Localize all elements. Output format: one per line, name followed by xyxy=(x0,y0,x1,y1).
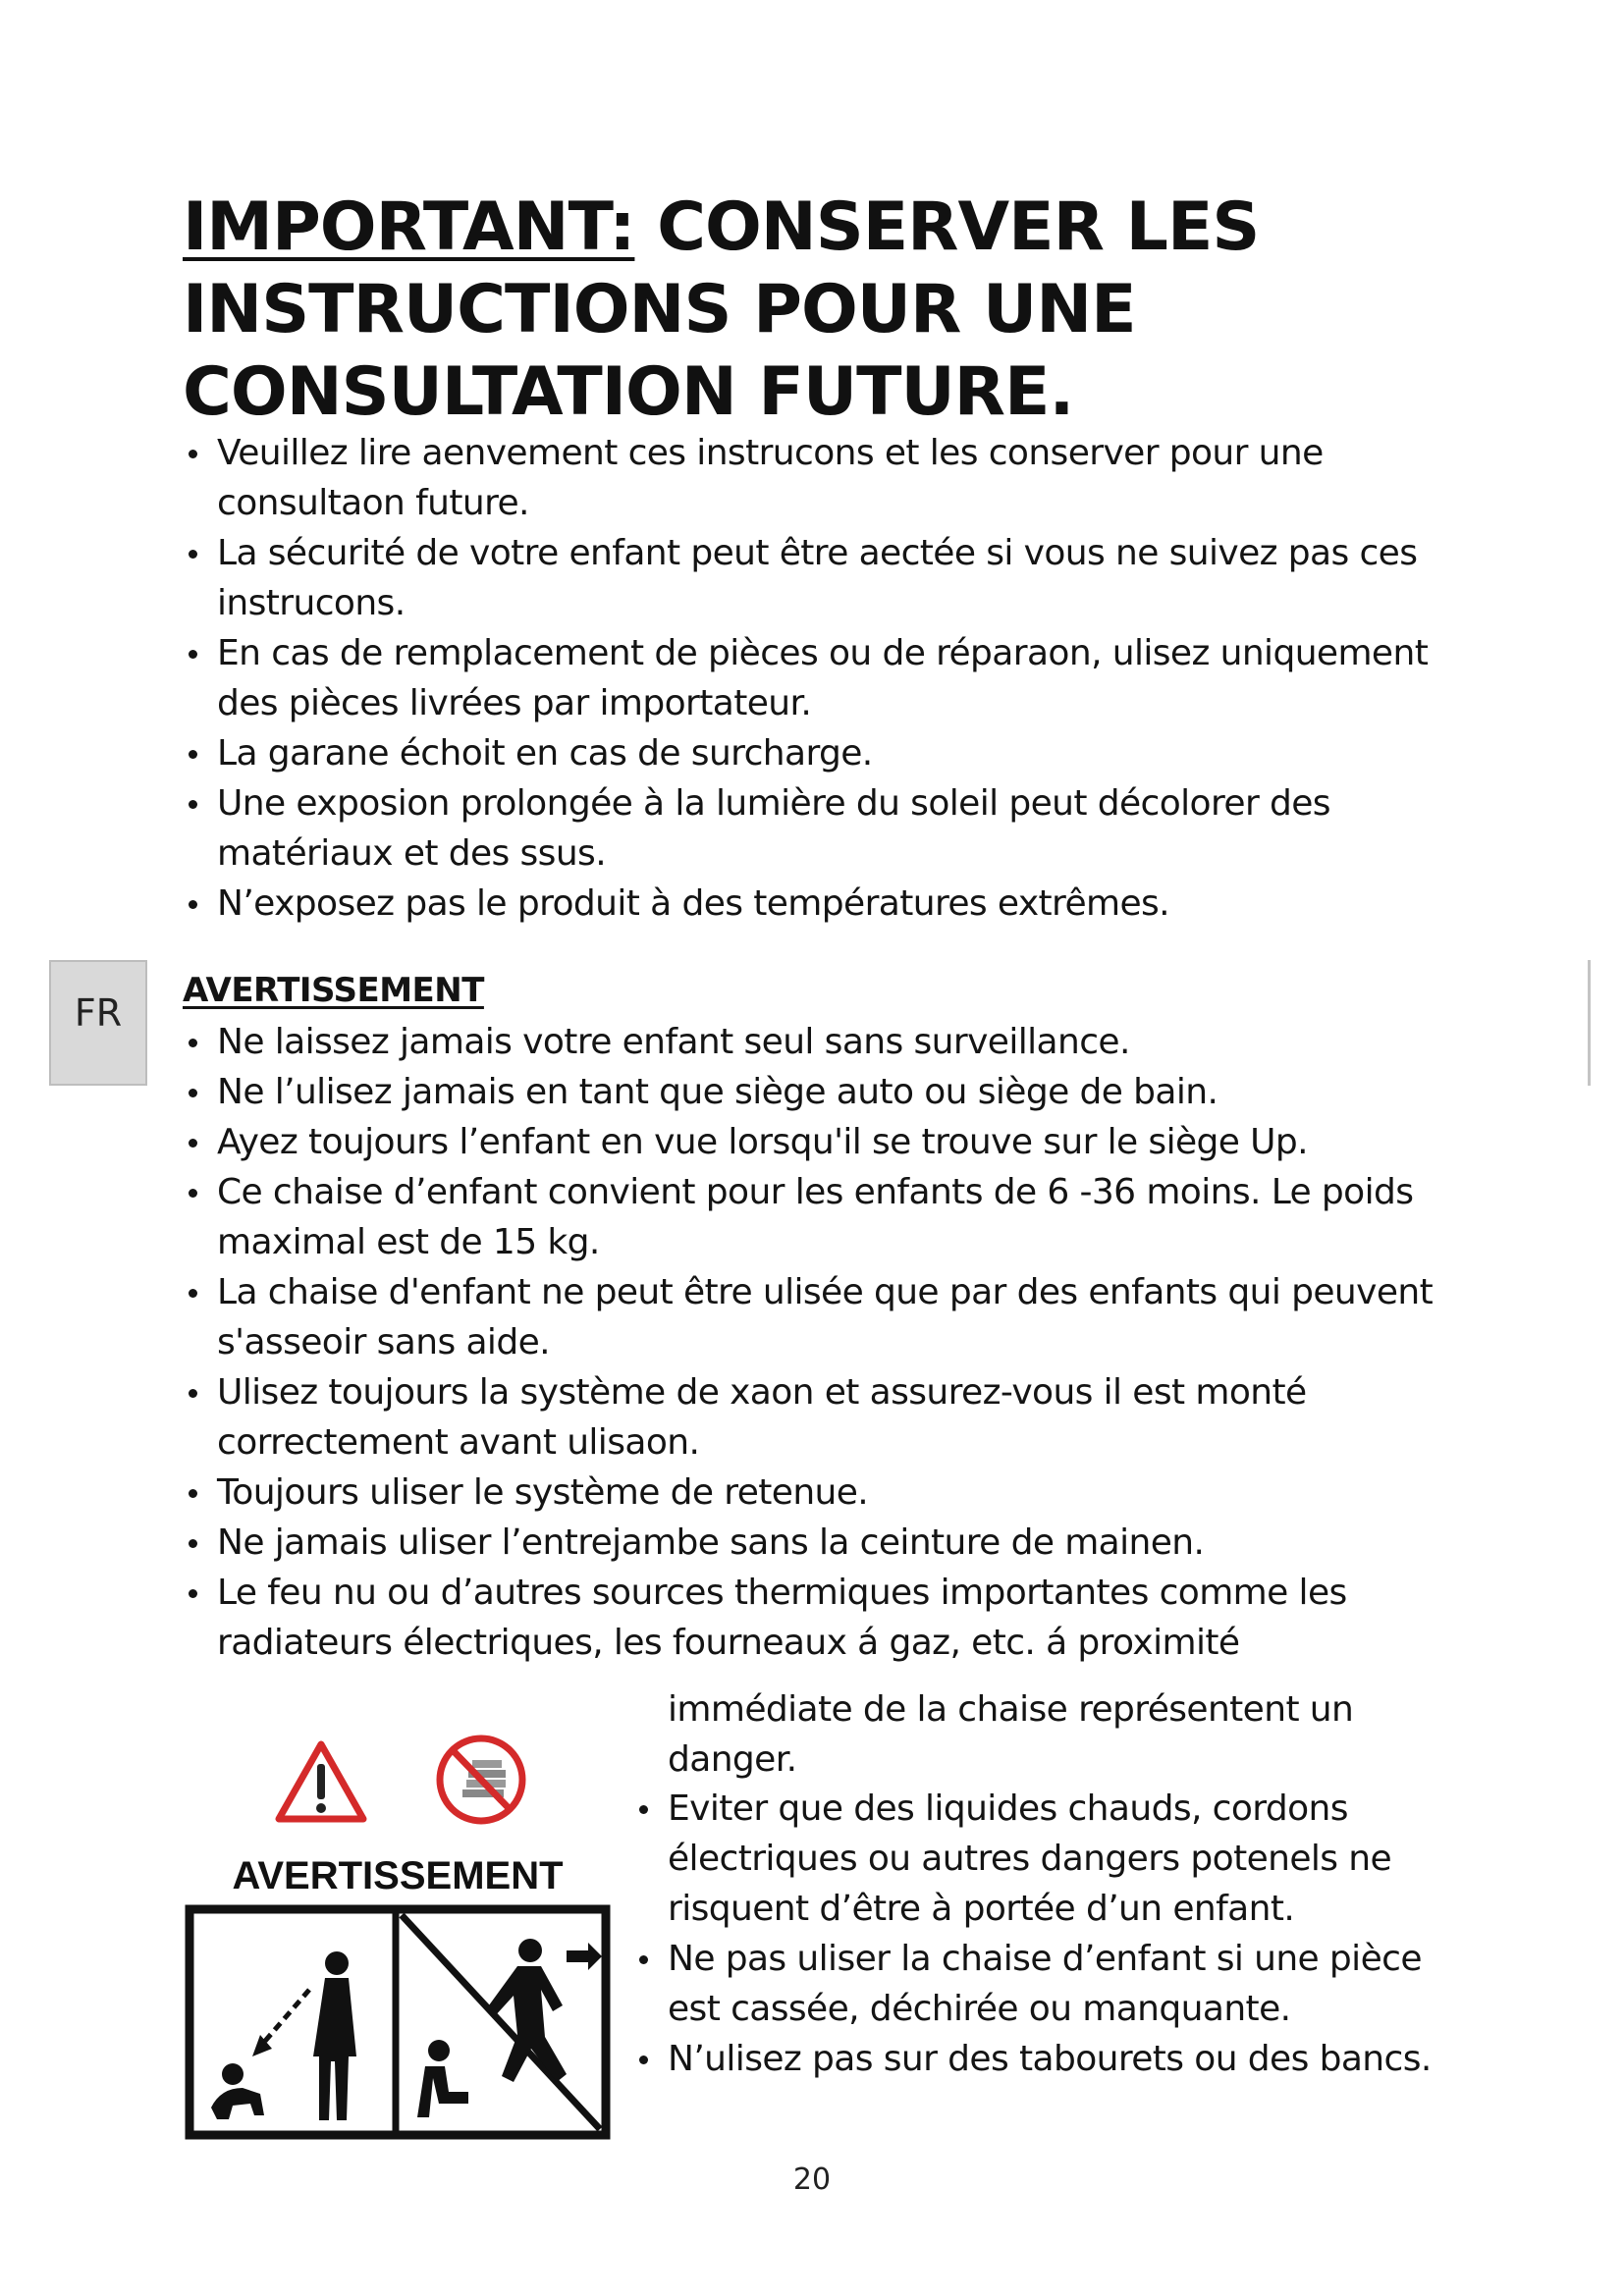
page-number: 20 xyxy=(792,2163,832,2197)
list-item: Le feu nu ou d’autres sources thermiques importantes comme les radiateurs électriques, les fourneaux á gaz, etc. á proximité xyxy=(183,1568,1498,1668)
no-stacked-seats-icon xyxy=(440,1738,522,1821)
list-item: En cas de remplacement de pièces ou de réparaon, ulisez uniquement des pièces livrées par importateur. xyxy=(183,628,1479,728)
margin-rule xyxy=(1588,960,1591,1086)
pictogram-label: AVERTISSEMENT xyxy=(232,1854,564,1897)
list-item: La garane échoit en cas de surcharge. xyxy=(183,728,1479,778)
warning-heading: AVERTISSEMENT xyxy=(183,971,484,1010)
list-item: Ayez toujours l’enfant en vue lorsqu'il se trouve sur le siège Up. xyxy=(183,1117,1498,1167)
language-tab-label: FR xyxy=(74,991,123,1035)
list-item: Ne l’ulisez jamais en tant que siège auto ou siège de bain. xyxy=(183,1067,1498,1117)
list-item: Ce chaise d’enfant convient pour les enfants de 6 -36 moins. Le poids maximal est de 15 kg. xyxy=(183,1167,1498,1267)
list-item: La sécurité de votre enfant peut être aectée si vous ne suivez pas ces instrucons. xyxy=(183,528,1479,628)
title-rest: CONSERVER LES INSTRUCTIONS POUR UNE CONSULTATION FUTURE. xyxy=(183,188,1260,431)
instructions-list xyxy=(183,428,1479,929)
list-item: Ne pas uliser la chaise d’enfant si une pièce est cassée, déchirée ou manquante. xyxy=(633,1934,1478,2034)
list-item: Ne laissez jamais votre enfant seul sans surveillance. xyxy=(183,1017,1498,1067)
list-item: N’exposez pas le produit à des températures extrêmes. xyxy=(183,879,1479,929)
list-item: Ulisez toujours la système de xaon et assurez-vous il est monté correctement avant ulisaon. xyxy=(183,1367,1498,1468)
list-item: Une exposion prolongée à la lumière du soleil peut décolorer des matériaux et des ssus. xyxy=(183,778,1479,879)
list-item: N’ulisez pas sur des tabourets ou des bancs. xyxy=(633,2034,1478,2084)
list-item: La chaise d'enfant ne peut être ulisée que par des enfants qui peuvent s'asseoir sans aide. xyxy=(183,1267,1498,1367)
list-item: Toujours uliser le système de retenue. xyxy=(183,1468,1498,1518)
page-title xyxy=(183,187,1459,434)
list-item: Veuillez lire aenvement ces instrucons et les conserver pour une consultaon future. xyxy=(183,428,1479,528)
warning-pictogram xyxy=(182,1733,614,2145)
list-item: Ne jamais uliser l’entrejambe sans la ceinture de mainen. xyxy=(183,1518,1498,1568)
warning-triangle-icon xyxy=(279,1744,363,1819)
list-item: Eviter que des liquides chauds, cordons électriques ou autres dangers potenels ne risquent d’être à portée d’un enfant. xyxy=(633,1784,1478,1934)
language-tab xyxy=(49,960,147,1086)
warning-continuation: immédiate de la chaise représentent un danger. xyxy=(668,1689,1354,1780)
title-important: IMPORTANT: xyxy=(183,188,635,266)
warning-list xyxy=(183,1017,1498,1668)
warning-list-continued xyxy=(633,1784,1478,2084)
